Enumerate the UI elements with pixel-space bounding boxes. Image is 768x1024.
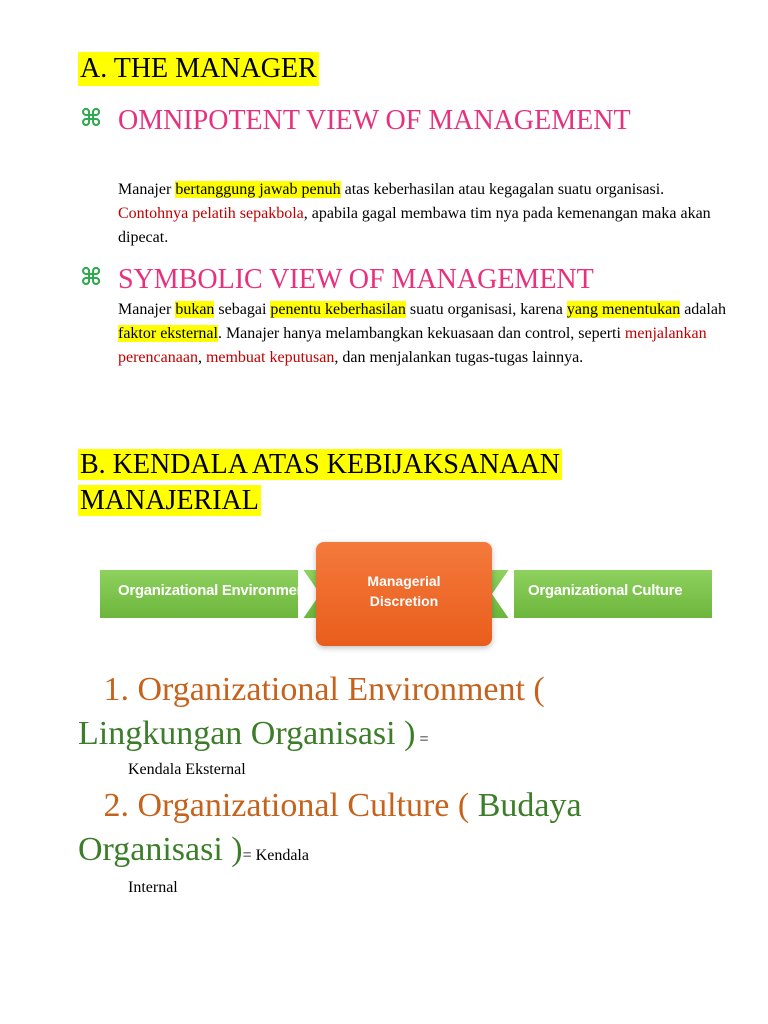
command-key-icon: ⌘ <box>80 263 103 291</box>
highlight-text: faktor eksternal <box>118 325 218 342</box>
omnipotent-title: OMNIPOTENT VIEW OF MANAGEMENT <box>118 105 631 136</box>
section-b-heading: B. KENDALA ATAS KEBIJAKSANAAN MANAJERIAL <box>80 449 561 516</box>
item-2: 2. Organizational Culture ( Budaya Organisasi )= Kendala <box>78 787 582 868</box>
diagram-center-box <box>316 542 492 646</box>
item-1-desc: Kendala Eksternal <box>128 761 246 778</box>
highlight-text: yang menentukan <box>566 301 681 318</box>
highlight-text: bertanggung jawab penuh <box>175 181 341 198</box>
red-text: Contohnya pelatih sepakbola <box>118 205 304 222</box>
diagram-right-label: Organizational Culture <box>528 582 683 599</box>
managerial-discretion-diagram <box>100 540 712 650</box>
command-key-icon: ⌘ <box>80 104 103 132</box>
symbolic-title: SYMBOLIC VIEW OF MANAGEMENT <box>118 264 594 295</box>
item-1: 1. Organizational Environment ( Lingkungan Organisasi ) = <box>78 671 545 752</box>
diagram-center-label: Managerial Discretion <box>367 573 441 609</box>
symbolic-paragraph: Manajer bukan sebagai penentu keberhasilan suatu organisasi, karena yang menentukan adalah faktor eksternal. Manajer hanya melambangkan kekuasaan dan control, seperti menjalankan perencanaan, membuat keputusan, dan menjalankan tugas-tugas lainnya. <box>118 301 726 366</box>
red-text: menjalankan perencanaan <box>118 325 707 366</box>
red-text: membuat keputusan <box>205 349 335 366</box>
omnipotent-paragraph: Manajer bertanggung jawab penuh atas keberhasilan atau kegagalan suatu organisasi. Contohnya pelatih sepakbola, apabila gagal membawa tim nya pada kemenangan maka akan dipecat. <box>118 181 711 246</box>
highlight-text: penentu keberhasilan <box>270 301 406 318</box>
highlight-text: bukan <box>175 301 215 318</box>
diagram-left-label: Organizational Environment <box>118 582 311 599</box>
section-a-heading: A. THE MANAGER <box>80 53 317 84</box>
item-2-desc: Internal <box>128 879 178 896</box>
arrow-left-icon <box>492 562 514 626</box>
